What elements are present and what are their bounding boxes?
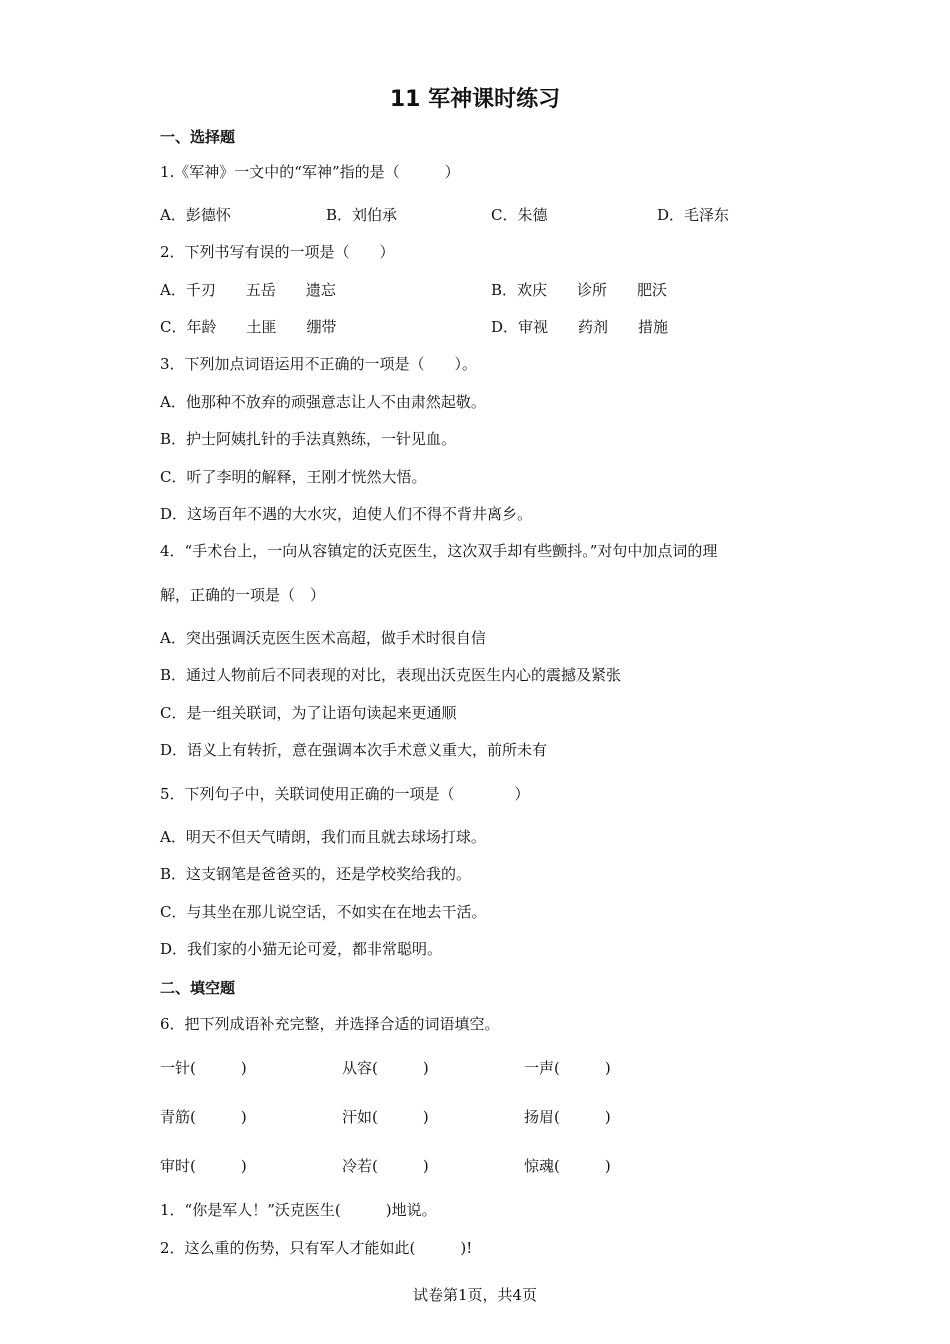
question-3-option-c: C．听了李明的解释，王刚才恍然大悟。: [160, 468, 427, 486]
question-2-option-d: D．审视 药剂 措施: [491, 318, 669, 336]
question-5-option-d: D．我们家的小猫无论可爱，都非常聪明。: [160, 940, 443, 958]
idiom-blank: 一声( ): [524, 1059, 611, 1077]
question-2-stem: 2．下列书写有误的一项是（ ）: [160, 243, 395, 261]
question-1-option-c: C．朱德: [491, 206, 548, 224]
question-2-option-c: C．年龄 土匪 绷带: [160, 318, 337, 336]
question-3-option-d: D．这场百年不遇的大水灾，迫使人们不得不背井离乡。: [160, 505, 533, 523]
question-6-stem: 6．把下列成语补充完整，并选择合适的词语填空。: [160, 1015, 500, 1033]
question-5-option-a: A．明天不但天气晴朗，我们而且就去球场打球。: [160, 828, 486, 846]
question-6-sub-2: 2．这么重的伤势，只有军人才能如此( )!: [160, 1239, 473, 1257]
idiom-blank: 从容( ): [342, 1059, 429, 1077]
question-4-option-c: C．是一组关联词，为了让语句读起来更通顺: [160, 704, 457, 722]
question-5-option-c: C．与其坐在那儿说空话，不如实在在地去干活。: [160, 903, 487, 921]
idiom-blank: 审时( ): [160, 1157, 247, 1175]
question-1-option-b: B．刘伯承: [326, 206, 398, 224]
question-1-option-d: D．毛泽东: [657, 206, 730, 224]
question-6-sub-1: 1．“你是军人！”沃克医生( )地说。: [160, 1201, 437, 1219]
idiom-blank: 扬眉( ): [524, 1108, 611, 1126]
question-3-option-b: B．护士阿姨扎针的手法真熟练，一针见血。: [160, 430, 457, 448]
question-4-stem-line-2: 解，正确的一项是（ ）: [160, 586, 326, 604]
question-3-option-a: A．他那种不放弃的顽强意志让人不由肃然起敬。: [160, 393, 486, 411]
question-4-stem-line-1: 4．“手术台上，一向从容镇定的沃克医生，这次双手却有些颤抖。”对句中加点词的理: [160, 542, 718, 560]
question-1-stem: 1.《军神》一文中的“军神”指的是（ ）: [160, 163, 460, 181]
page-footer: 试卷第1页，共4页: [412, 1286, 538, 1304]
question-4-option-d: D．语义上有转折，意在强调本次手术意义重大，前所未有: [160, 741, 548, 759]
question-4-option-b: B．通过人物前后不同表现的对比，表现出沃克医生内心的震撼及紧张: [160, 666, 622, 684]
section-heading-fill-blank: 二、填空题: [160, 979, 236, 997]
question-2-option-b: B．欢庆 诊所 肥沃: [491, 281, 668, 299]
question-4-option-a: A．突出强调沃克医生医术高超，做手术时很自信: [160, 629, 486, 647]
idiom-blank: 青筋( ): [160, 1108, 247, 1126]
question-3-stem: 3．下列加点词语运用不正确的一项是（ ）。: [160, 355, 478, 373]
idiom-blank: 汗如( ): [342, 1108, 429, 1126]
question-1-option-a: A．彭德怀: [160, 206, 231, 224]
page-title: 11 军神课时练习: [389, 87, 561, 112]
idiom-blank: 冷若( ): [342, 1157, 429, 1175]
idiom-blank: 一针( ): [160, 1059, 247, 1077]
section-heading-choice: 一、选择题: [160, 128, 236, 146]
question-5-option-b: B．这支钢笔是爸爸买的，还是学校奖给我的。: [160, 865, 472, 883]
question-2-option-a: A．千刃 五岳 遗忘: [160, 281, 336, 299]
idiom-blank: 惊魂( ): [524, 1157, 611, 1175]
question-5-stem: 5．下列句子中，关联词使用正确的一项是（ ）: [160, 785, 530, 803]
